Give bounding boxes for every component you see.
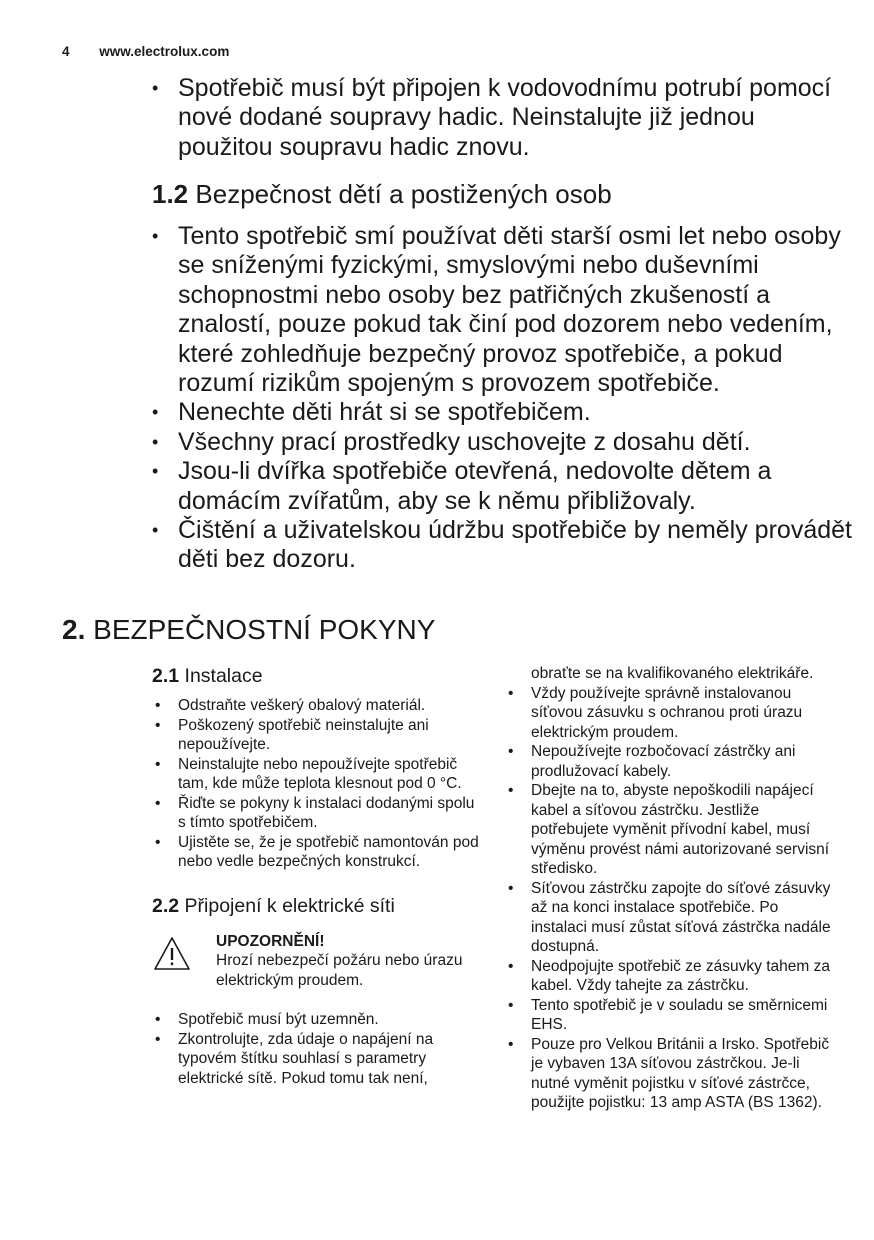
section-title: Instalace — [184, 665, 263, 687]
right-column — [505, 664, 835, 1113]
list-item: • Všechny prací prostředky uschovejte z dosahu dětí. — [152, 428, 852, 457]
section-title: Připojení k elektrické síti — [184, 894, 395, 917]
list-item: • Nepoužívejte rozbočovací zástrčky ani prodlužovací kabely. — [505, 742, 835, 781]
left-column — [152, 664, 482, 1088]
list-item: • Zkontrolujte, zda údaje o napájení na typovém štítku souhlasí s parametry elektrické sítě. Pokud tomu tak není, — [152, 1030, 482, 1089]
section-number: 2. — [62, 614, 86, 645]
list-item: • Nenechte děti hrát si se spotřebičem. — [152, 398, 852, 427]
list-item: • Spotřebič musí být uzemněn. — [152, 1010, 482, 1030]
page-header — [62, 44, 229, 59]
warning-message: Hrozí nebezpečí požáru nebo úrazu elektrickým proudem. — [216, 952, 463, 989]
section-2-2-list — [152, 1010, 482, 1088]
list-item: • Poškozený spotřebič neinstalujte ani nepoužívejte. — [152, 716, 482, 755]
warning-box — [152, 932, 482, 991]
list-item: • Jsou-li dvířka spotřebiče otevřená, nedovolte dětem a domácím zvířatům, aby se k němu přibližovaly. — [152, 457, 852, 516]
section-title: BEZPEČNOSTNÍ POKYNY — [93, 614, 436, 645]
list-item: • Neinstalujte nebo nepoužívejte spotřebič tam, kde může teplota klesnout pod 0 °C. — [152, 755, 482, 794]
section-number: 2.2 — [152, 894, 180, 917]
warning-title: UPOZORNĚNÍ! — [216, 932, 325, 950]
site-url: www.electrolux.com — [99, 44, 230, 59]
page-number: 4 — [62, 44, 70, 59]
list-item: • Tento spotřebič je v souladu se směrnicemi EHS. — [505, 996, 835, 1035]
section-2-2-heading — [152, 894, 482, 918]
section-title: Bezpečnost dětí a postižených osob — [195, 179, 612, 209]
list-item: • Ujistěte se, že je spotřebič namontován pod nebo vedle bezpečných konstrukcí. — [152, 833, 482, 872]
section-number: 1.2 — [152, 179, 189, 209]
list-item: • Vždy používejte správně instalovanou síťovou zásuvku s ochranou proti úrazu elektrickým proudem. — [505, 684, 835, 743]
list-item: • Dbejte na to, abyste nepoškodili napájecí kabel a síťovou zástrčku. Jestliže potřebujete vyměnit přívodní kabel, musí výměnu provést námi autorizované servisní středisko. — [505, 781, 835, 879]
section-2-1-list — [152, 696, 482, 872]
section-2-2-list-continued — [505, 684, 835, 1113]
list-item: • Tento spotřebič smí používat děti starší osmi let nebo osoby se sníženými fyzickými, smyslovými nebo duševními schopnostmi nebo osoby bez patřičných zkušeností a znalostí, pouze pokud tak činí pod dozorem nebo vedením, které zohledňuje bezpečný provoz spotřebiče, a pokud rozumí rizikům spojeným s provozem spotřebiče. — [152, 222, 852, 398]
section-1-2-list — [152, 222, 852, 575]
list-item: • Čištění a uživatelskou údržbu spotřebiče by neměly provádět děti bez dozoru. — [152, 516, 852, 575]
section-1-2-heading — [152, 178, 612, 210]
list-item-continuation: obraťte se na kvalifikovaného elektrikáře. — [531, 665, 814, 682]
list-item: • Pouze pro Velkou Británii a Irsko. Spotřebič je vybaven 13A síťovou zástrčkou. Je-li nutné vyměnit pojistku v síťové zástrčce, použijte pojistku: 13 amp ASTA (BS 1362). — [505, 1035, 835, 1113]
list-item: • Řiďte se pokyny k instalaci dodanými spolu s tímto spotřebičem. — [152, 794, 482, 833]
section-number: 2.1 — [152, 665, 180, 687]
list-item: • Odstraňte veškerý obalový materiál. — [152, 696, 482, 716]
list-item: • Spotřebič musí být připojen k vodovodnímu potrubí pomocí nové dodané soupravy hadic. Neinstalujte již jednou použitou soupravu hadic znovu. — [152, 74, 852, 162]
list-item: • Neodpojujte spotřebič ze zásuvky tahem za kabel. Vždy tahejte za zástrčku. — [505, 957, 835, 996]
top-bullet-list — [152, 74, 852, 162]
section-2-heading — [62, 612, 435, 648]
warning-triangle-icon — [152, 934, 192, 974]
warning-text — [216, 932, 482, 991]
list-item: • Síťovou zástrčku zapojte do síťové zásuvky až na konci instalace spotřebiče. Po instalaci musí zůstat síťová zástrčka nadále dostupná. — [505, 879, 835, 957]
section-2-1-heading — [152, 664, 482, 688]
